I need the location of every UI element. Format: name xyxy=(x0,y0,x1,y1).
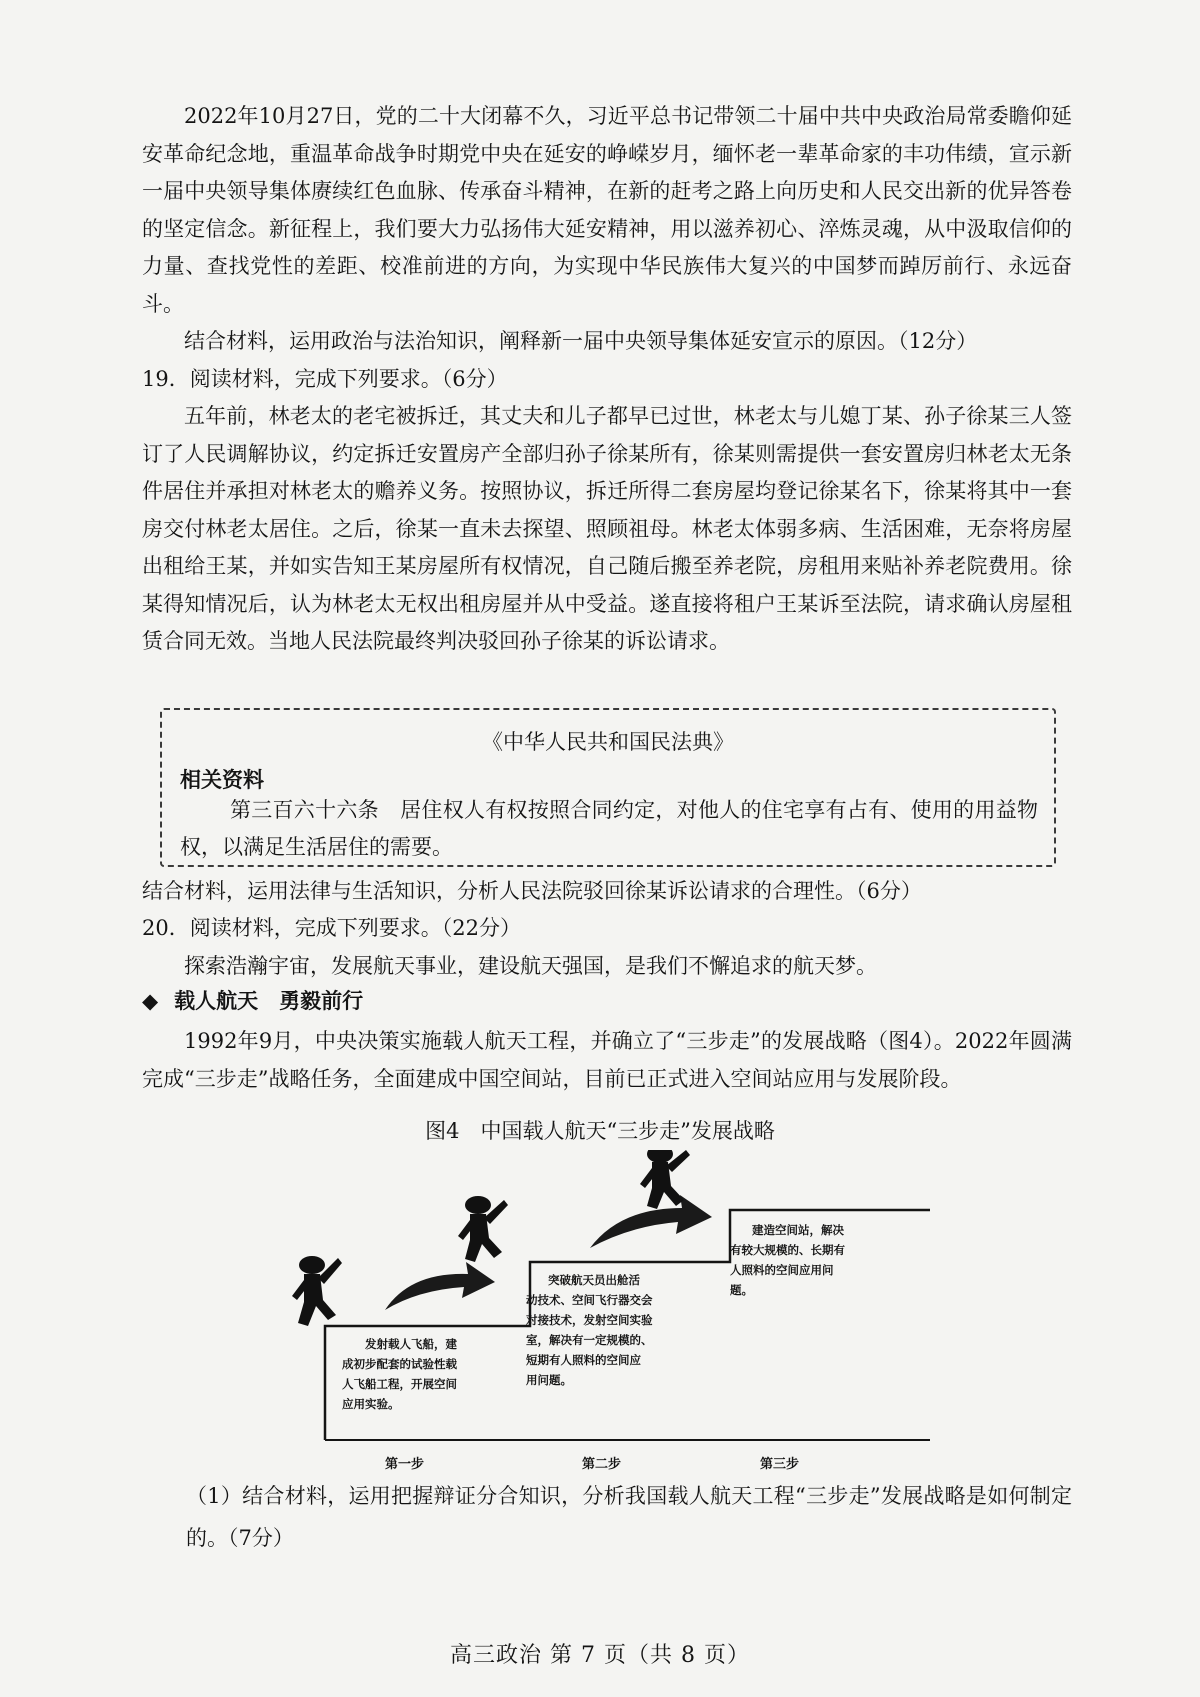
step-3-text xyxy=(730,1223,845,1297)
page-footer: 高三政治 第 7 页（共 8 页） xyxy=(450,1643,750,1668)
material-18-text: 2022年10月27日，党的二十大闭幕不久，习近平总书记带领二十届中共中央政治局常委瞻仰延安革命纪念地，重温革命战争时期党中央在延安的峥嵘岁月，缅怀老一辈革命家的丰功伟绩，宣示新一届中央领导集体赓续红色血脉、传承奋斗精神，在新的赶考之路上向历史和人民交出新的优异答卷的坚定信念。新征程上，我们要大力弘扬伟大延安精神，用以滋养初心、淬炼灵魂，从中汲取信仰的力量、查找党性的差距、校准前进的方向，为实现中华民族伟大复兴的中国梦而踔厉前行、永远奋斗。 xyxy=(142,104,1072,316)
step-text-line: 短期有人照料的空间应 xyxy=(526,1353,641,1367)
step-1-text xyxy=(342,1337,457,1411)
three-step-figure xyxy=(290,1150,940,1490)
figure-title: 图4 中国载人航天“三步走”发展战略 xyxy=(425,1119,775,1143)
diamond-bullet-icon: ◆ xyxy=(142,989,159,1013)
step-text-line: 成初步配套的试验性载 xyxy=(342,1357,457,1371)
question-20-intro: 探索浩瀚宇宙，发展航天事业，建设航天强国，是我们不懈追求的航天梦。 xyxy=(184,954,877,978)
step-label: 第一步 xyxy=(385,1457,425,1472)
climber-icon xyxy=(292,1256,342,1326)
step-text-line: 室，解决有一定规模的、 xyxy=(526,1333,653,1347)
step-text-line: 有较大规模的、长期有 xyxy=(730,1243,845,1257)
climber-icon xyxy=(458,1196,508,1262)
step-text-line: 动技术、空间飞行器交会 xyxy=(526,1293,653,1307)
section-heading xyxy=(142,985,363,1015)
step-text-line: 对接技术，发射空间实验 xyxy=(526,1313,653,1327)
question-19-heading: 19．阅读材料，完成下列要求。（6分） xyxy=(142,367,508,391)
step-text-line: 用问题。 xyxy=(526,1373,572,1387)
step-text-line: 应用实验。 xyxy=(342,1397,400,1411)
step-text-line: 人照料的空间应用问 xyxy=(730,1263,834,1277)
step-label: 第三步 xyxy=(760,1457,800,1472)
arrow-icon xyxy=(385,1262,495,1310)
climber-icon xyxy=(640,1150,690,1209)
question-19-prompt: 结合材料，运用法律与生活知识，分析人民法院驳回徐某诉讼请求的合理性。（6分） xyxy=(142,879,922,903)
step-text-line: 人飞船工程，开展空间 xyxy=(342,1377,457,1391)
related-materials-box xyxy=(160,708,1056,867)
section-title: 载人航天 勇毅前行 xyxy=(174,989,364,1013)
step-text-line: 发射载人飞船，建 xyxy=(365,1337,457,1351)
step-text-line: 突破航天员出舱活 xyxy=(548,1273,640,1287)
step-label: 第二步 xyxy=(582,1457,622,1472)
question-20-material: 1992年9月，中央决策实施载人航天工程，并确立了“三步走”的发展战略（图4）。2022年圆满完成“三步走”战略任务，全面建成中国空间站，目前已正式进入空间站应用与发展阶段。 xyxy=(142,1029,1072,1091)
question-20-heading: 20．阅读材料，完成下列要求。（22分） xyxy=(142,916,521,940)
question-20-sub-1: （1）结合材料，运用把握辩证分合知识，分析我国载人航天工程“三步走”发展战略是如何制定的。（7分） xyxy=(186,1484,1072,1550)
box-label: 相关资料 xyxy=(180,768,264,792)
step-text-line: 建造空间站，解决 xyxy=(752,1223,844,1237)
box-title: 《中华人民共和国民法典》 xyxy=(482,730,734,754)
step-2-text xyxy=(525,1273,653,1387)
question-19-material: 五年前，林老太的老宅被拆迁，其丈夫和儿子都早已过世，林老太与儿媳丁某、孙子徐某三人签订了人民调解协议，约定拆迁安置房产全部归孙子徐某所有，徐某则需提供一套安置房归林老太无条件居住并承担对林老太的赡养义务。按照协议，拆迁所得二套房屋均登记徐某名下，徐某将其中一套房交付林老太居住。之后，徐某一直未去探望、照顾祖母。林老太体弱多病、生活困难，无奈将房屋出租给王某，并如实告知王某房屋所有权情况，自己随后搬至养老院，房租用来贴补养老院费用。徐某得知情况后，认为林老太无权出租房屋并从中受益。遂直接将租户王某诉至法院，请求确认房屋租赁合同无效。当地人民法院最终判决驳回孙子徐某的诉讼请求。 xyxy=(142,404,1072,653)
step-text-line: 题。 xyxy=(730,1283,753,1297)
box-text: 第三百六十六条 居住权人有权按照合同约定，对他人的住宅享有占有、使用的用益物权，以满足生活居住的需要。 xyxy=(180,798,1038,859)
question-18: 结合材料，运用政治与法治知识，阐释新一届中央领导集体延安宣示的原因。（12分） xyxy=(184,329,978,353)
